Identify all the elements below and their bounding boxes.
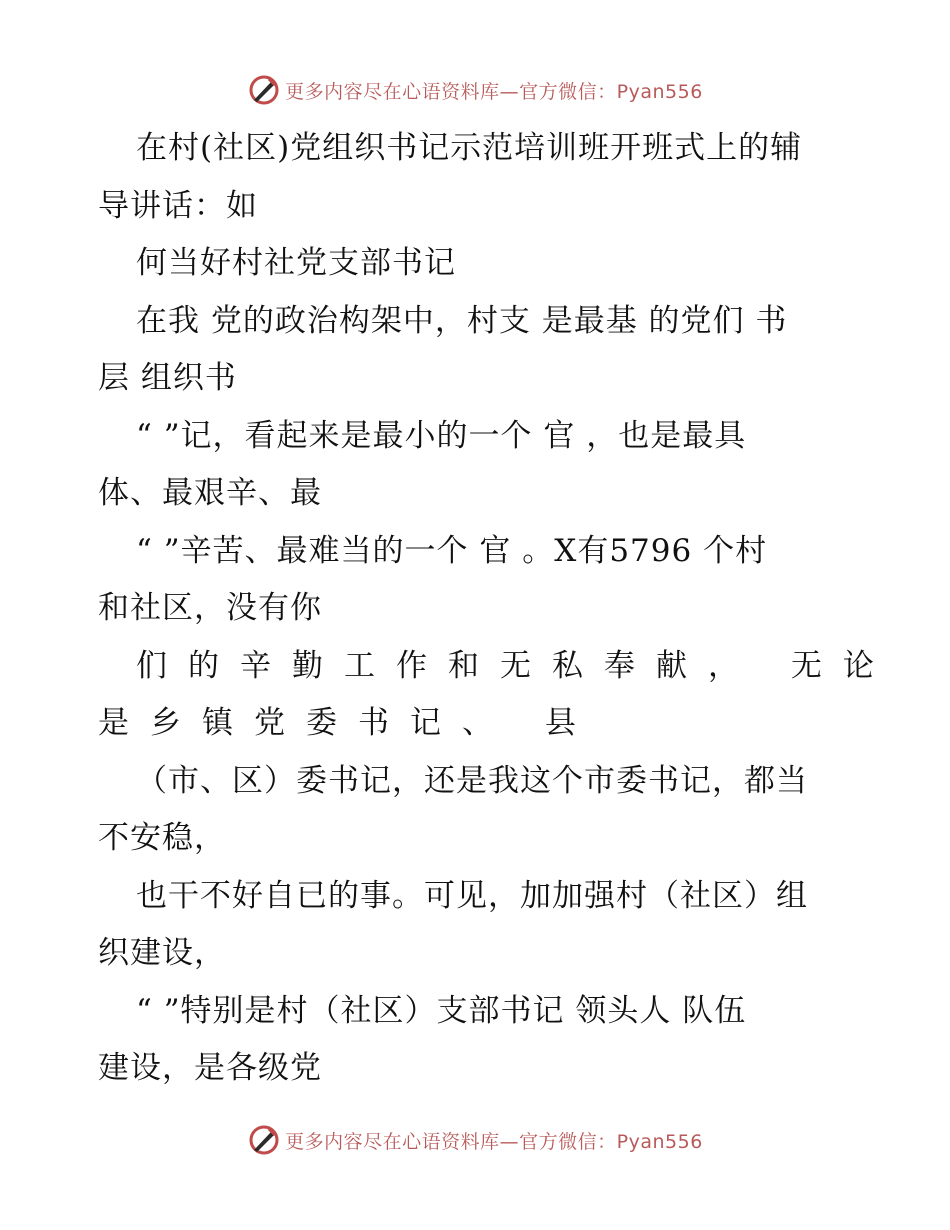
text-line: 和社区，没有你: [98, 590, 322, 626]
quill-logo-icon: [247, 1123, 281, 1157]
text-line: （市、区）委书记，还是我这个市委书记，都当: [136, 762, 808, 799]
header-banner: [0, 70, 950, 110]
text-line: 体、最艰辛、最: [98, 475, 322, 511]
text-line: “ ”辛苦、最难当的一个 官 。X有5796 个村: [136, 532, 768, 569]
footer-banner: [0, 1120, 950, 1160]
text-line: 在我 党的政治构架中，村支 是最基 的党们 书: [136, 302, 788, 339]
text-line: 不安稳，: [98, 820, 226, 856]
text-line: 们的辛勤工作和无私奉献， 无论: [136, 647, 895, 684]
text-line: 建设，是各级党: [98, 1050, 322, 1086]
text-line: 在村(社区)党组织书记示范培训班开班式上的辅: [136, 130, 803, 166]
text-line: 导讲话：如: [98, 187, 258, 224]
text-line: “ ”特别是村（社区）支部书记 领头人 队伍: [136, 992, 747, 1029]
text-line: 也干不好自已的事。可见，加加强村（社区）组: [136, 877, 808, 914]
document-body: [98, 120, 895, 1098]
header-banner-text: 更多内容尽在心语资料库—官方微信：Pyan556: [285, 80, 703, 103]
text-line: 织建设，: [98, 935, 226, 971]
text-line: “ ”记，看起来是最小的一个 官 ，也是最具: [136, 417, 747, 454]
quill-logo-icon: [247, 73, 281, 107]
text-line: 层 组织书: [98, 360, 237, 396]
text-line: 是乡镇党委书记、 县: [98, 705, 597, 741]
footer-banner-text: 更多内容尽在心语资料库—官方微信：Pyan556: [285, 1130, 703, 1153]
text-line: 何当好村社党支部书记: [136, 245, 456, 281]
